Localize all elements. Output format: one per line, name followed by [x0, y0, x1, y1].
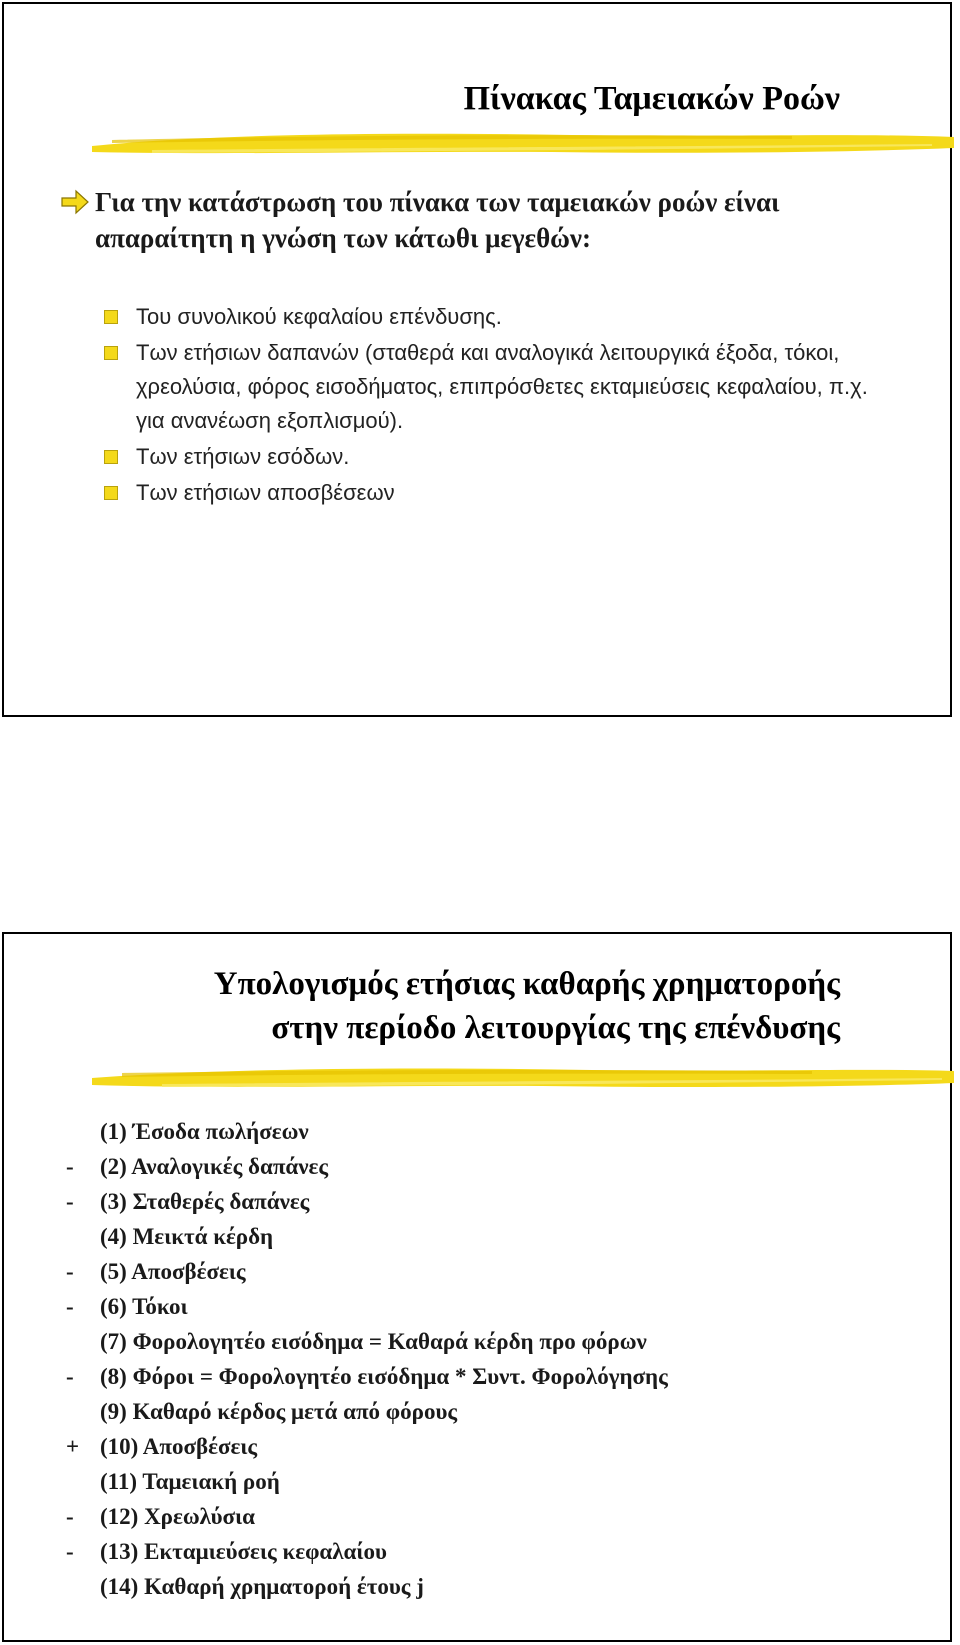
lead-paragraph [59, 184, 879, 256]
calc-text: (6) Τόκοι [100, 1294, 188, 1319]
calc-line [66, 1359, 668, 1394]
calc-text: (2) Αναλογικές δαπάνες [100, 1154, 329, 1179]
calc-text: (1) Έσοδα πωλήσεων [100, 1119, 309, 1144]
calc-text: (9) Καθαρό κέρδος μετά από φόρους [100, 1399, 458, 1424]
slide-annual-net-cash-flow [2, 932, 952, 1642]
calc-operator: - [66, 1154, 74, 1179]
calc-line [66, 1499, 668, 1534]
calc-line [66, 1289, 668, 1324]
calc-text: (14) Καθαρή χρηματοροή έτους j [100, 1574, 424, 1599]
calc-operator: - [66, 1294, 74, 1319]
calc-operator: - [66, 1364, 74, 1389]
slide-title: Πίνακας Ταμειακών Ροών [463, 80, 840, 117]
slide-title-line-1: Υπολογισμός ετήσιας καθαρής χρηματοροής [213, 966, 840, 1002]
list-item [104, 336, 874, 438]
list-item-text: Του συνολικού κεφαλαίου επένδυσης. [136, 304, 502, 329]
title-brush-stroke [92, 1062, 954, 1092]
slide-cash-flow-table [2, 2, 952, 717]
lead-text: Για την κατάστρωση του πίνακα των ταμειακών ροών είναι απαραίτητη η γνώση των κάτωθι μεγεθών: [95, 187, 780, 253]
calc-text: (12) Χρεωλύσια [100, 1504, 256, 1529]
calc-text: (5) Αποσβέσεις [100, 1259, 246, 1284]
list-item [104, 300, 874, 334]
calc-line [66, 1429, 668, 1464]
calc-line [66, 1324, 668, 1359]
list-item-text: Των ετήσιων εσόδων. [136, 444, 350, 469]
list-item-text: Των ετήσιων δαπανών (σταθερά και αναλογικά λειτουργικά έξοδα, τόκοι, χρεολύσια, φόρος εισοδήματος, επιπρόσθετες εκταμιεύσεις κεφαλαίου, π.χ. για ανανέωση εξοπλισμού). [136, 340, 868, 433]
calc-line [66, 1394, 668, 1429]
calc-text: (11) Ταμειακή ροή [100, 1469, 280, 1494]
title-brush-stroke [92, 128, 954, 158]
calc-operator: - [66, 1539, 74, 1564]
calc-text: (8) Φόροι = Φορολογητέο εισόδημα * Συντ. Φορολόγησης [100, 1364, 668, 1389]
calc-line [66, 1114, 668, 1149]
list-item-text: Των ετήσιων αποσβέσεων [136, 480, 395, 505]
slide-title-line-2: στην περίοδο λειτουργίας της επένδυσης [271, 1010, 840, 1046]
calc-text: (10) Αποσβέσεις [100, 1434, 258, 1459]
calc-operator: - [66, 1259, 74, 1284]
calc-operator: - [66, 1504, 74, 1529]
calc-text: (7) Φορολογητέο εισόδημα = Καθαρά κέρδη προ φόρων [100, 1329, 647, 1354]
calc-operator: - [66, 1189, 74, 1214]
calc-text: (4) Μεικτά κέρδη [100, 1224, 274, 1249]
arrow-right-icon [59, 186, 91, 218]
calc-text: (3) Σταθερές δαπάνες [100, 1189, 310, 1214]
calc-line [66, 1569, 668, 1604]
square-bullet-icon [104, 346, 118, 360]
slide-title [214, 962, 840, 1050]
calc-text: (13) Εκταμιεύσεις κεφαλαίου [100, 1539, 387, 1564]
calc-line [66, 1149, 668, 1184]
list-item [104, 440, 874, 474]
bullet-list [104, 300, 874, 512]
calc-line [66, 1184, 668, 1219]
calc-operator: + [66, 1434, 80, 1459]
square-bullet-icon [104, 450, 118, 464]
calc-line [66, 1534, 668, 1569]
square-bullet-icon [104, 310, 118, 324]
calculation-lines [66, 1114, 668, 1604]
list-item [104, 476, 874, 510]
calc-line [66, 1219, 668, 1254]
square-bullet-icon [104, 486, 118, 500]
calc-line [66, 1464, 668, 1499]
calc-line [66, 1254, 668, 1289]
